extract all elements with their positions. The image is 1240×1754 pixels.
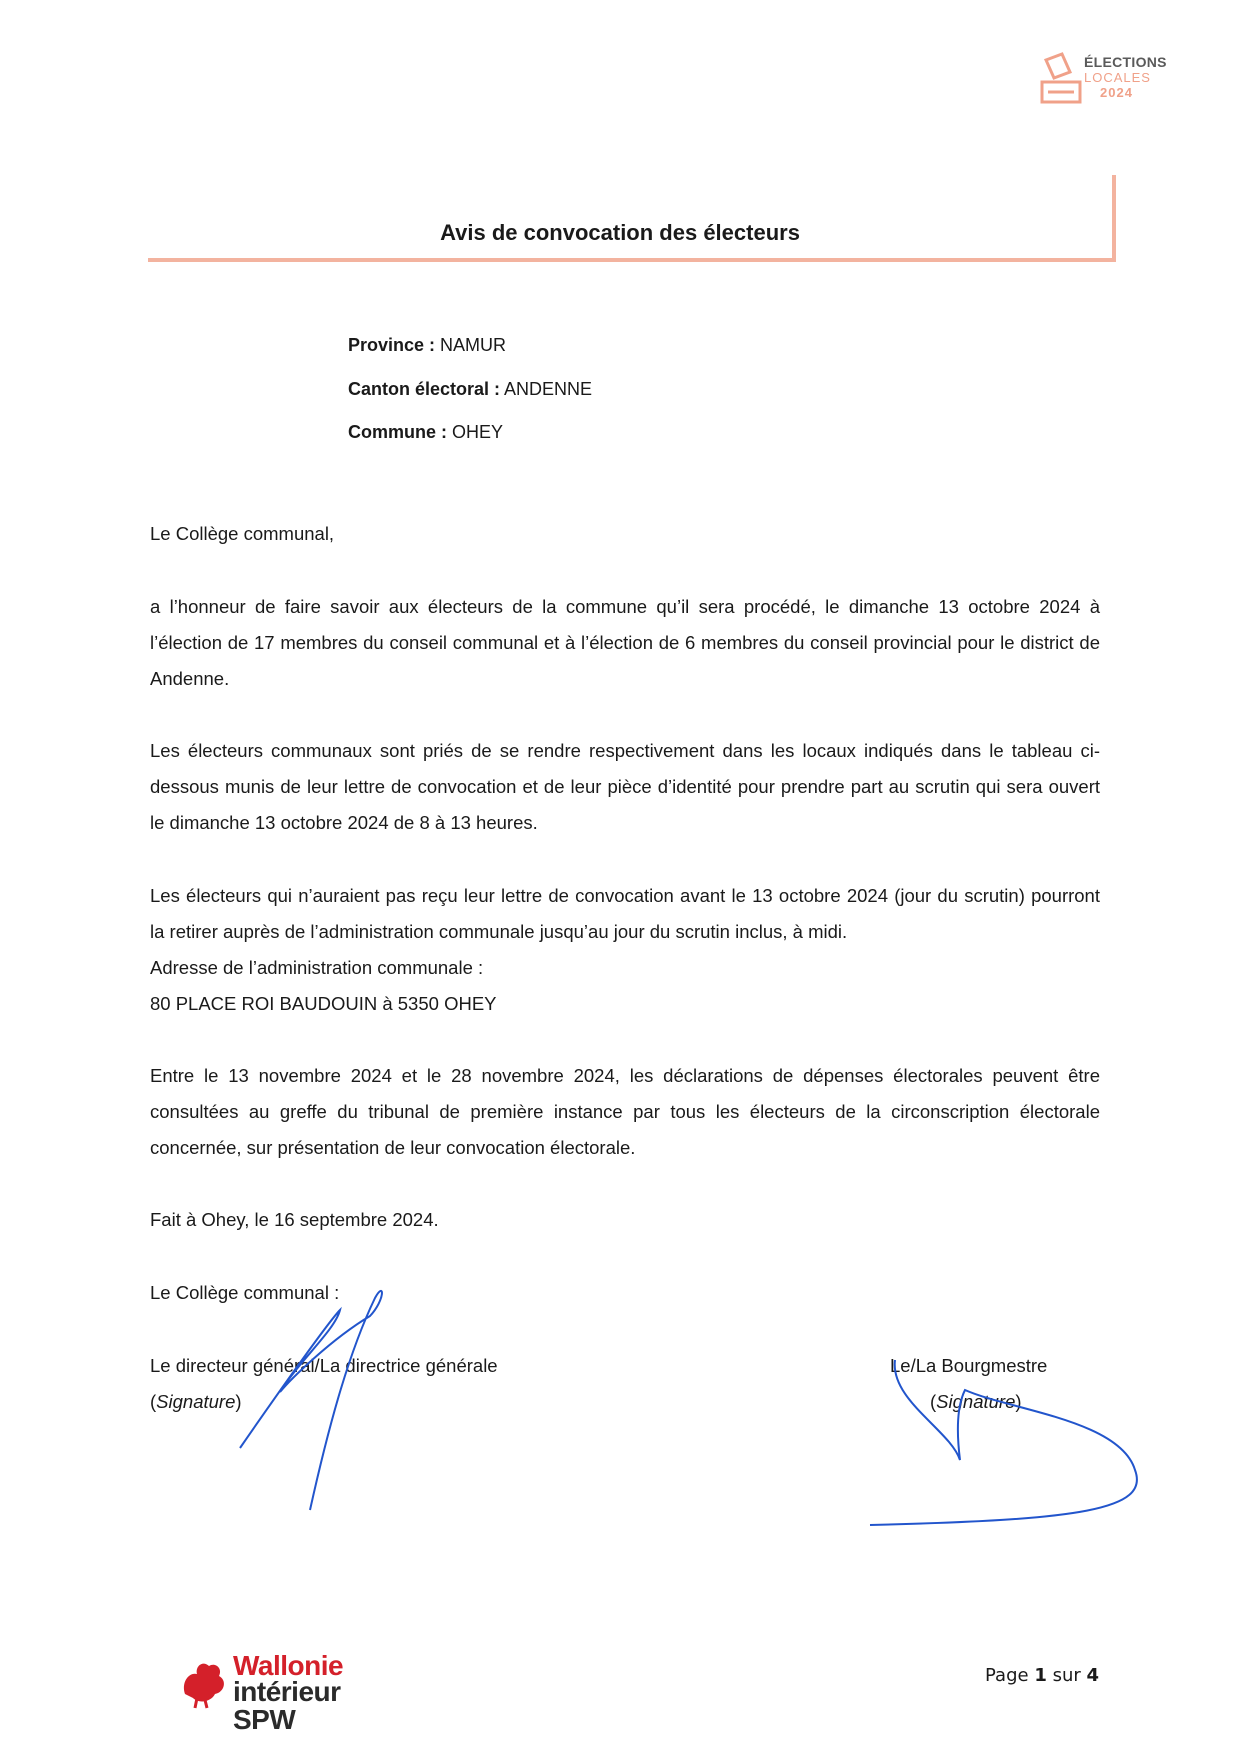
logo-line-year: 2024 (1100, 85, 1133, 100)
mayor-signature-label (930, 1384, 1022, 1420)
canton-value: ANDENNE (504, 379, 593, 399)
page-total: 4 (1086, 1665, 1100, 1686)
bg-sig-close: ) (1015, 1391, 1022, 1412)
address-value: 80 PLACE ROI BAUDOUIN à 5350 OHEY (150, 993, 497, 1014)
place-and-date: Fait à Ohey, le 16 septembre 2024. (150, 1209, 439, 1230)
logo-line-elections: ÉLECTIONS (1084, 54, 1167, 70)
document-title: Avis de convocation des électeurs (440, 220, 800, 245)
page-sep: sur (1052, 1665, 1081, 1686)
dg-sig-word: Signature (156, 1391, 236, 1412)
province-line (348, 335, 506, 356)
commune-line (348, 422, 503, 443)
paragraph-election-announcement: a l’honneur de faire savoir aux électeurs de la commune qu’il sera procédé, le dimanche 13 octobre 2024 à l’élection de 17 membres du conseil communal et à l’élection de 6 membres du conseil provincial pour le district de Andenne. (150, 596, 1100, 689)
paragraph-voting-instructions: Les électeurs communaux sont priés de se rendre respectivement dans les locaux indiqués dans le tableau ci-dessous munis de leur lettre de convocation et de leur pièce d’identité pour prendre part au scrutin qui sera ouvert le dimanche 13 octobre 2024 de 8 à 13 heures. (150, 740, 1100, 833)
paragraph-missing-convocation: Les électeurs qui n’auraient pas reçu leur lettre de convocation avant le 13 octobre 2024 (jour du scrutin) pourront la retirer auprès de l’administration communale jusqu’au jour du scrutin inclus, à midi. (150, 885, 1100, 942)
wallonie-interieur-spw-logo (175, 1650, 375, 1740)
brand-interieur: intérieur (233, 1676, 341, 1707)
page-prefix: Page (985, 1665, 1029, 1686)
commune-label: Commune : (348, 422, 447, 442)
college-signature-heading: Le Collège communal : (150, 1282, 340, 1303)
brand-spw: SPW (233, 1704, 296, 1735)
commune-value: OHEY (452, 422, 504, 442)
bg-sig-open: ( (930, 1391, 937, 1412)
mayor-title: Le/La Bourgmestre (890, 1355, 1048, 1376)
page-number (985, 1665, 1099, 1686)
ballot-box-icon (1040, 52, 1082, 104)
salutation: Le Collège communal, (150, 523, 335, 544)
dg-sig-open: ( (150, 1391, 157, 1412)
bg-sig-word: Signature (936, 1391, 1016, 1412)
canton-label: Canton électoral : (348, 379, 501, 399)
rooster-icon (175, 1654, 231, 1710)
province-value: NAMUR (440, 335, 507, 355)
page-current: 1 (1034, 1665, 1047, 1686)
province-label: Province : (348, 335, 436, 355)
title-side-rule (1112, 175, 1116, 262)
logo-line-locales: LOCALES (1084, 70, 1151, 85)
paragraph-expense-declarations: Entre le 13 novembre 2024 et le 28 novembre 2024, les déclarations de dépenses électorales peuvent être consultées au greffe du tribunal de première instance par tous les électeurs de la circonscription électorale concernée, sur présentation de leur convocation électorale. (150, 1065, 1100, 1158)
brand-wallonie: Wallonie (233, 1650, 344, 1681)
address-label: Adresse de l’administration communale : (150, 957, 484, 978)
director-general-title: Le directeur général/La directrice générale (150, 1355, 498, 1376)
title-underline (148, 258, 1115, 262)
canton-line (348, 379, 592, 400)
dg-sig-close: ) (235, 1391, 242, 1412)
elections-locales-logo (1040, 50, 1200, 110)
